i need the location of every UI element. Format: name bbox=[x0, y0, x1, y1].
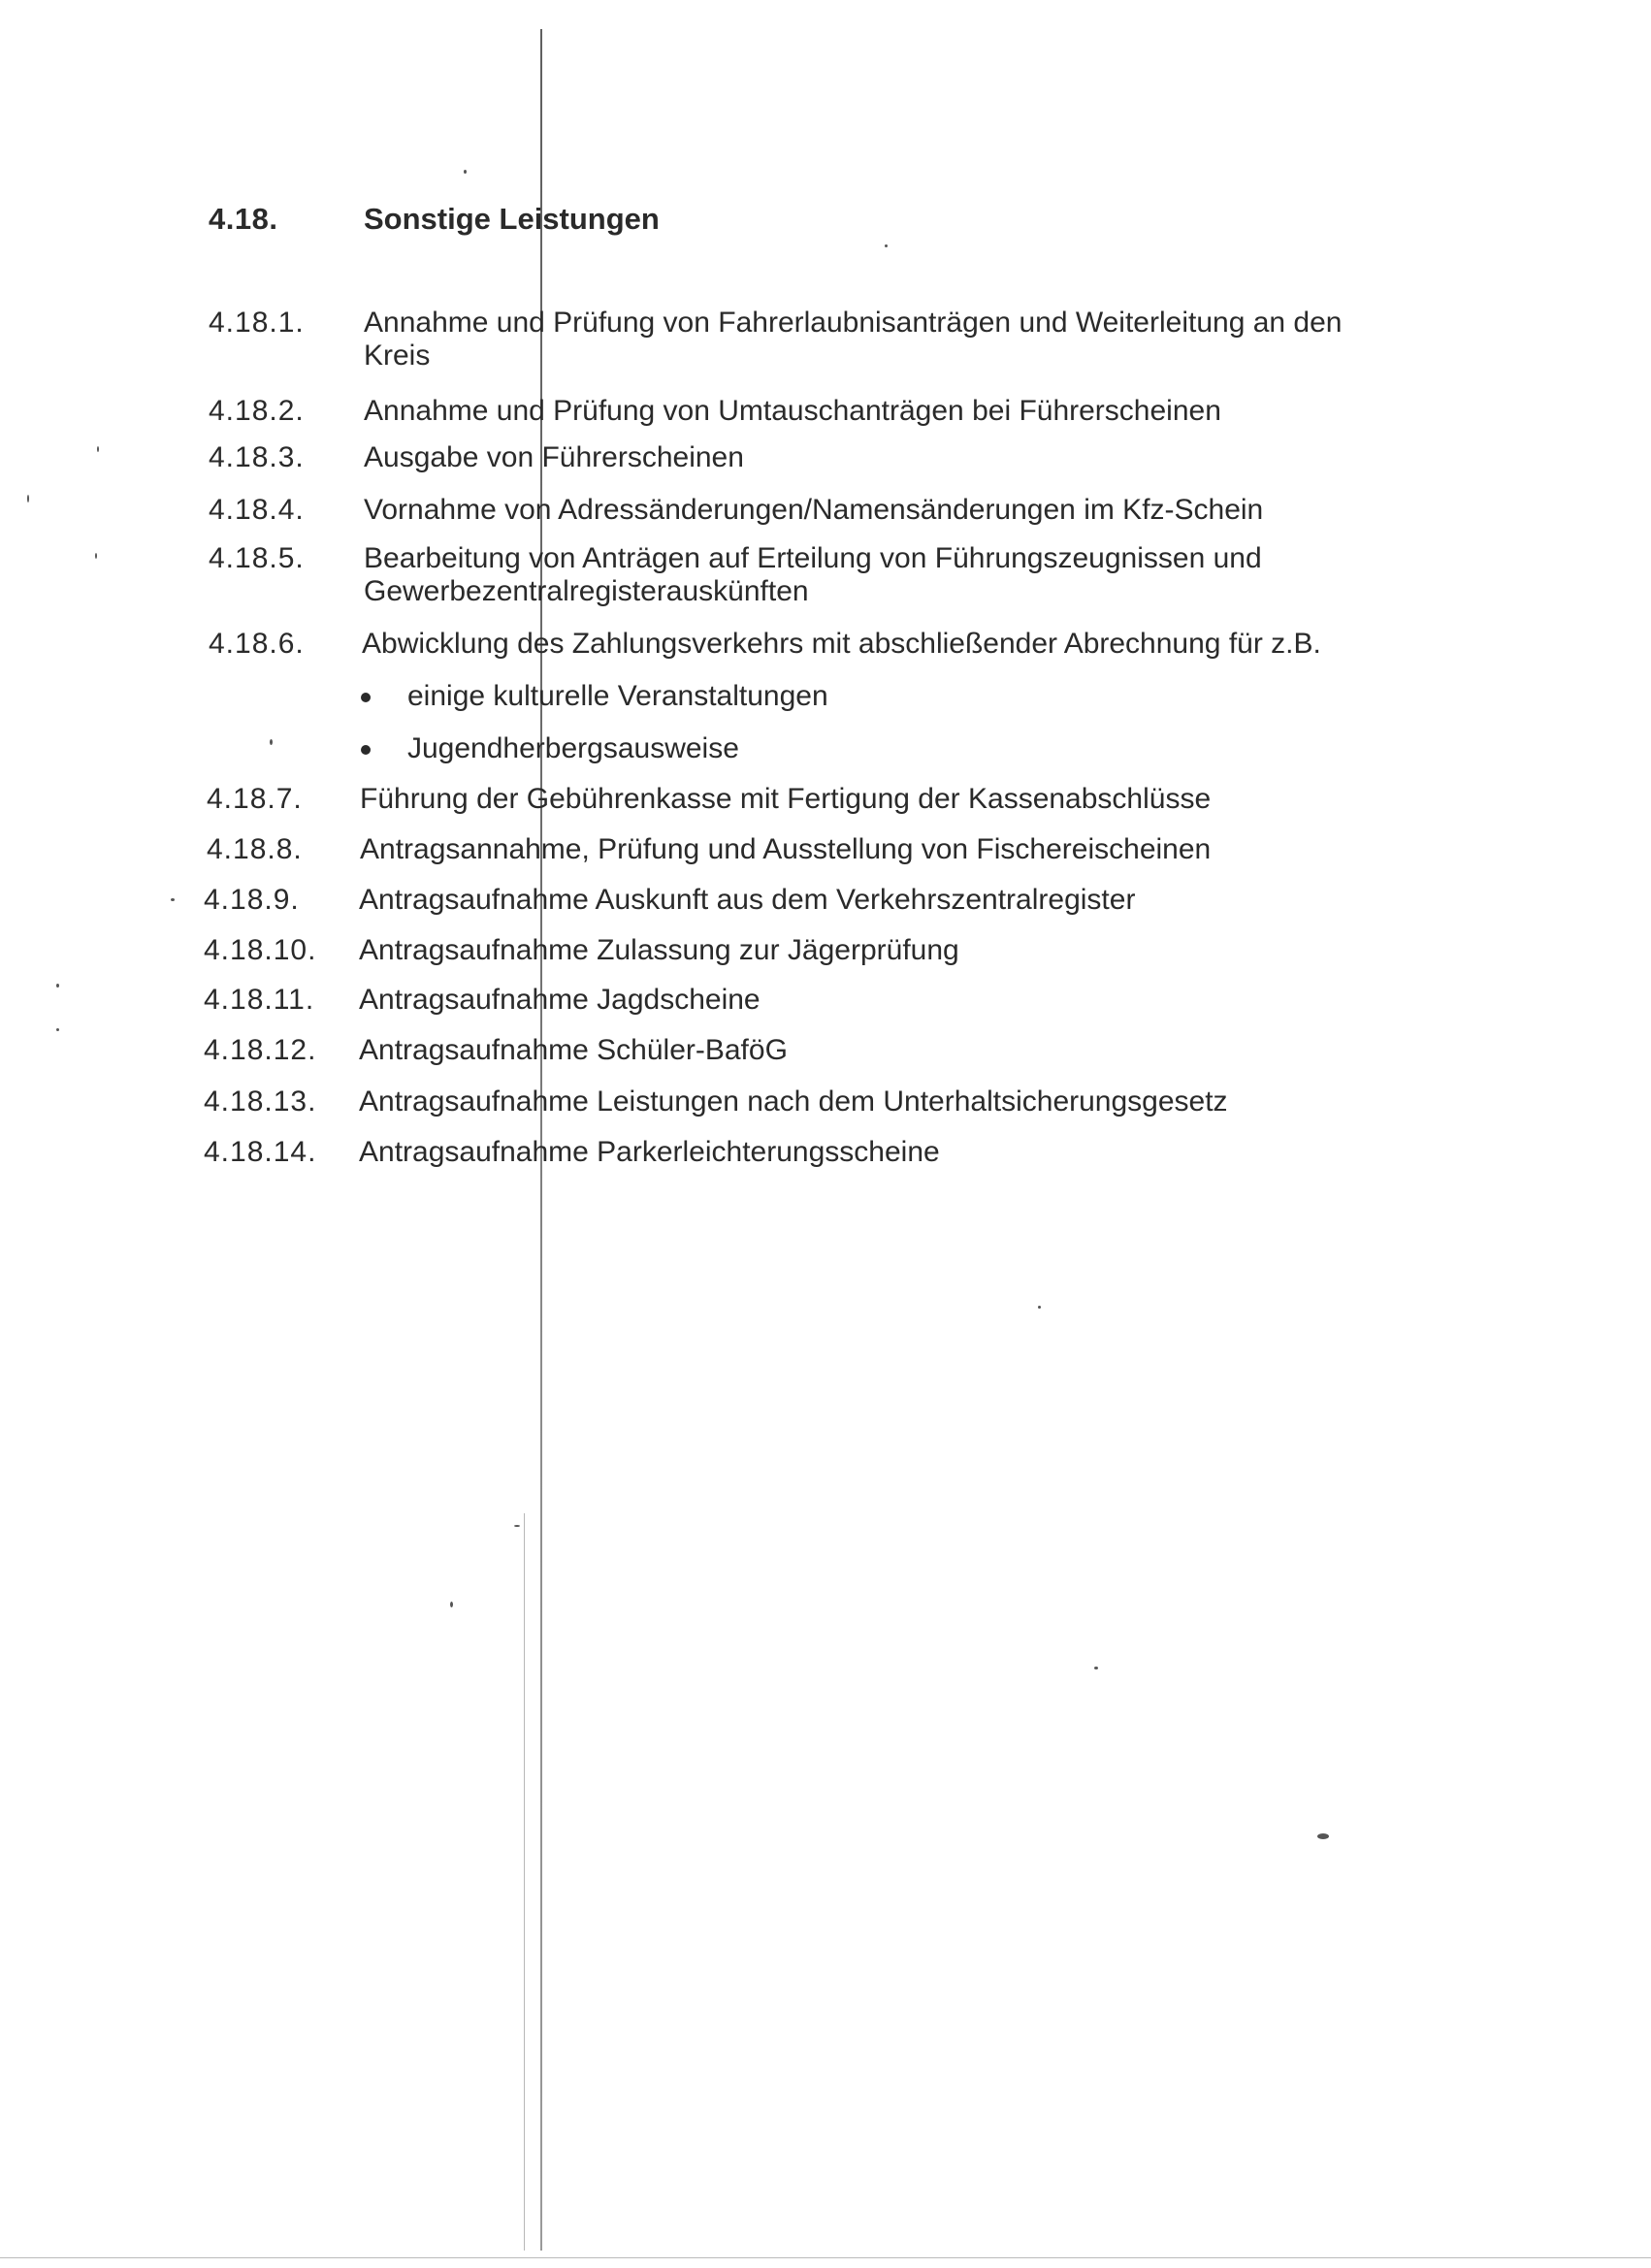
item-text: Antragsaufnahme Zulassung zur Jägerprüfung bbox=[359, 934, 959, 966]
item-text-continued: Kreis bbox=[364, 340, 431, 372]
scan-speck bbox=[450, 1602, 453, 1607]
item-text: Ausgabe von Führerscheinen bbox=[364, 441, 744, 473]
scan-speck bbox=[464, 170, 467, 174]
item-text: Antragsaufnahme Auskunft aus dem Verkehrszentralregister bbox=[359, 884, 1136, 916]
scan-speck bbox=[514, 1525, 520, 1527]
scan-speck bbox=[1317, 1833, 1329, 1839]
scan-speck bbox=[270, 739, 273, 745]
section-number: 4.18. bbox=[209, 202, 278, 236]
scan-artifact-line-lower bbox=[524, 1513, 525, 2251]
item-number: 4.18.6. bbox=[209, 628, 305, 660]
item-text: Antragsaufnahme Leistungen nach dem Unterhaltsicherungsgesetz bbox=[359, 1085, 1228, 1118]
scan-speck bbox=[56, 1028, 59, 1031]
scan-speck bbox=[1094, 1667, 1098, 1669]
item-text: Bearbeitung von Anträgen auf Erteilung von Führungszeugnissen und bbox=[364, 542, 1262, 574]
item-number: 4.18.3. bbox=[209, 441, 305, 473]
bullet-dot bbox=[361, 745, 371, 755]
item-number: 4.18.4. bbox=[209, 494, 305, 526]
scan-speck bbox=[1038, 1306, 1041, 1309]
scan-bottom-edge bbox=[0, 2257, 1651, 2258]
item-text: Vornahme von Adressänderungen/Namensänderungen im Kfz-Schein bbox=[364, 494, 1264, 526]
item-text: Abwicklung des Zahlungsverkehrs mit abschließender Abrechnung für z.B. bbox=[362, 628, 1321, 660]
item-number: 4.18.1. bbox=[209, 307, 305, 339]
scan-speck bbox=[171, 898, 175, 901]
item-number: 4.18.14. bbox=[204, 1136, 317, 1168]
item-text: Antragsaufnahme Parkerleichterungsscheine bbox=[359, 1136, 940, 1168]
item-number: 4.18.12. bbox=[204, 1034, 317, 1066]
item-number: 4.18.11. bbox=[204, 984, 315, 1016]
bullet-dot bbox=[361, 693, 371, 702]
bullet-text: einige kulturelle Veranstaltungen bbox=[407, 680, 828, 712]
bullet-text: Jugendherbergsausweise bbox=[407, 732, 739, 764]
scan-speck bbox=[885, 244, 888, 247]
item-number: 4.18.13. bbox=[204, 1085, 317, 1118]
scan-speck bbox=[27, 495, 29, 502]
item-number: 4.18.9. bbox=[204, 884, 300, 916]
item-text: Annahme und Prüfung von Umtauschanträgen bei Führerscheinen bbox=[364, 395, 1221, 427]
item-text: Führung der Gebührenkasse mit Fertigung der Kassenabschlüsse bbox=[360, 783, 1212, 815]
item-text-continued: Gewerbezentralregisterauskünften bbox=[364, 575, 809, 607]
scan-speck bbox=[95, 553, 97, 559]
item-number: 4.18.7. bbox=[207, 783, 303, 815]
item-number: 4.18.8. bbox=[207, 833, 303, 865]
item-number: 4.18.5. bbox=[209, 542, 305, 574]
item-number: 4.18.2. bbox=[209, 395, 305, 427]
item-text: Antragsaufnahme Schüler-BaföG bbox=[359, 1034, 788, 1066]
item-number: 4.18.10. bbox=[204, 934, 317, 966]
item-text: Annahme und Prüfung von Fahrerlaubnisanträgen und Weiterleitung an den bbox=[364, 307, 1343, 339]
scan-speck bbox=[56, 984, 59, 988]
item-text: Antragsannahme, Prüfung und Ausstellung von Fischereischeinen bbox=[360, 833, 1212, 865]
scan-speck bbox=[97, 446, 99, 452]
item-text: Antragsaufnahme Jagdscheine bbox=[359, 984, 761, 1016]
section-title: Sonstige Leistungen bbox=[364, 202, 660, 236]
